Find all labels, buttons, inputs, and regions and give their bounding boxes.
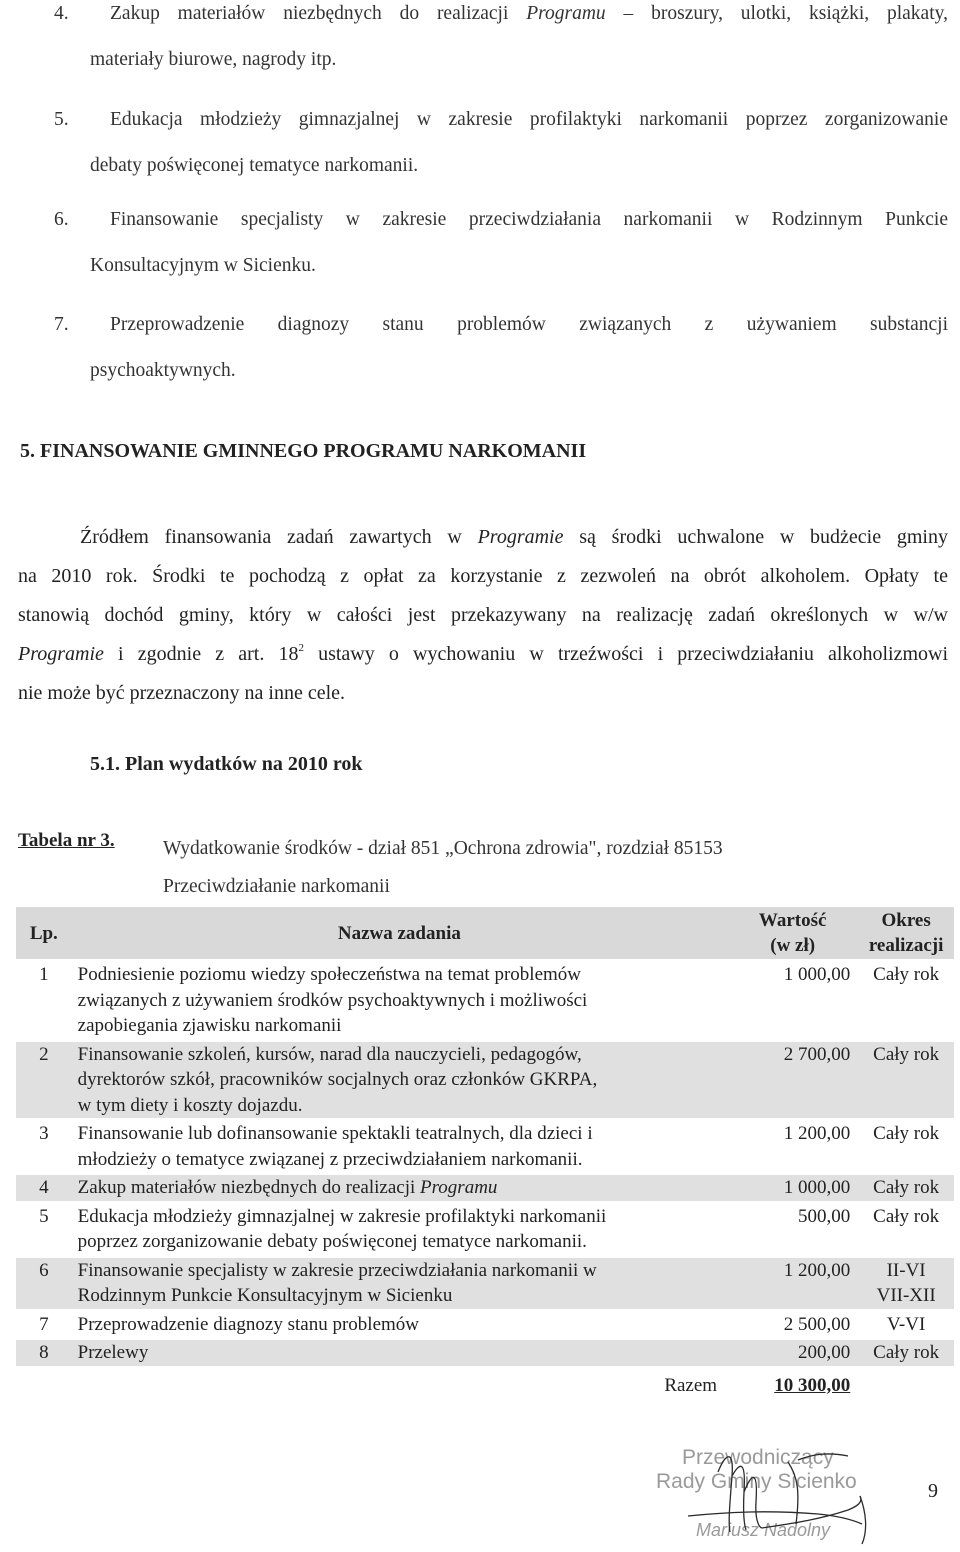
row-period: Cały rok bbox=[858, 1202, 954, 1256]
list-line: Konsultacyjnym w Sicienku. bbox=[90, 255, 316, 276]
section-heading: 5. FINANSOWANIE GMINNEGO PROGRAMU NARKOMANII bbox=[20, 440, 587, 462]
list-line: materiały biurowe, nagrody itp. bbox=[90, 49, 337, 70]
row-number: 8 bbox=[16, 1339, 72, 1368]
stamp-line-title: Przewodniczący bbox=[682, 1446, 834, 1469]
row-task: Zakup materiałów niezbędnych do realizacji Programu bbox=[72, 1174, 727, 1203]
total-label: Razem bbox=[72, 1367, 727, 1403]
row-period: Cały rok bbox=[858, 1339, 954, 1368]
row-value: 1 200,00 bbox=[727, 1120, 858, 1174]
row-period: II-VI VII-XII bbox=[858, 1256, 954, 1310]
row-task: Podniesienie poziomu wiedzy społeczeństwa na temat problemów związanych z używaniem środków psychoaktywnych i możliwości zapobiegania zjawisku narkomanii bbox=[72, 961, 727, 1041]
table-row bbox=[16, 1120, 954, 1174]
row-number: 2 bbox=[16, 1040, 72, 1120]
list-number: 4. bbox=[54, 3, 69, 24]
table-row bbox=[16, 1040, 954, 1120]
list-line: Edukacja młodzieży gimnazjalnej w zakresie profilaktyki narkomanii poprzez zorganizowanie bbox=[110, 109, 948, 130]
list-number: 7. bbox=[54, 314, 69, 335]
table-row bbox=[16, 1174, 954, 1203]
list-line: debaty poświęconej tematyce narkomanii. bbox=[90, 155, 419, 176]
row-value: 2 500,00 bbox=[727, 1310, 858, 1339]
header-value: Wartość (w zł) bbox=[727, 907, 858, 961]
row-value: 1 200,00 bbox=[727, 1256, 858, 1310]
header-period: Okres realizacji bbox=[858, 907, 954, 961]
row-task: Finansowanie szkoleń, kursów, narad dla nauczycieli, pedagogów, dyrektorów szkół, pracowników socjalnych oraz członków GKRPA, w tym diety i koszty dojazdu. bbox=[72, 1040, 727, 1120]
header-task-name: Nazwa zadania bbox=[72, 907, 727, 961]
total-value: 10 300,00 bbox=[727, 1367, 858, 1403]
row-number: 7 bbox=[16, 1310, 72, 1339]
table-row bbox=[16, 1202, 954, 1256]
paragraph-line: stanowią dochód gminy, który w całości jest przekazywany na realizację zadań określonych w w/w bbox=[18, 604, 948, 626]
row-number: 4 bbox=[16, 1174, 72, 1203]
subsection-heading: 5.1. Plan wydatków na 2010 rok bbox=[90, 753, 363, 775]
table-row bbox=[16, 1339, 954, 1368]
row-value: 500,00 bbox=[727, 1202, 858, 1256]
financing-paragraph bbox=[18, 518, 948, 713]
table-row bbox=[16, 1310, 954, 1339]
row-value: 2 700,00 bbox=[727, 1040, 858, 1120]
list-number: 6. bbox=[54, 209, 69, 230]
row-value: 1 000,00 bbox=[727, 1174, 858, 1203]
table-row bbox=[16, 961, 954, 1041]
list-line: Zakup materiałów niezbędnych do realizacji Programu – broszury, ulotki, książki, plakaty, bbox=[110, 3, 948, 24]
row-period: Cały rok bbox=[858, 1120, 954, 1174]
table-row bbox=[16, 1256, 954, 1310]
table-label: Tabela nr 3. bbox=[18, 830, 115, 851]
row-number: 6 bbox=[16, 1256, 72, 1310]
list-line: Przeprowadzenie diagnozy stanu problemów związanych z używaniem substancji bbox=[110, 314, 948, 335]
row-task: Edukacja młodzieży gimnazjalnej w zakresie profilaktyki narkomanii poprzez zorganizowanie debaty poświęconej tematyce narkomanii. bbox=[72, 1202, 727, 1256]
stamp-line-council: Rady Gminy Sicienko bbox=[656, 1470, 857, 1493]
table-total-row bbox=[16, 1367, 954, 1403]
paragraph-line: na 2010 rok. Środki te pochodzą z opłat za korzystanie z zezwoleń na obrót alkoholem. Opłaty te bbox=[18, 565, 948, 587]
header-lp: Lp. bbox=[16, 907, 72, 961]
paragraph-line: Programie i zgodnie z art. $18^2$ ustawy o wychowaniu w trzeźwości i przeciwdziałaniu alkoholizmowi bbox=[18, 642, 948, 665]
table-caption bbox=[163, 830, 723, 906]
caption-line: Wydatkowanie środków - dział 851 „Ochrona zdrowia", rozdział 85153 bbox=[163, 838, 723, 859]
row-period: Cały rok bbox=[858, 1040, 954, 1120]
row-task: Finansowanie lub dofinansowanie spektakli teatralnych, dla dzieci i młodzieży o tematyce związanej z przeciwdziałaniem narkomanii. bbox=[72, 1120, 727, 1174]
signature-stamp bbox=[648, 1432, 898, 1547]
row-value: 200,00 bbox=[727, 1339, 858, 1368]
row-period: V-VI bbox=[858, 1310, 954, 1339]
row-number: 3 bbox=[16, 1120, 72, 1174]
row-number: 1 bbox=[16, 961, 72, 1041]
paragraph-line: nie może być przeznaczony na inne cele. bbox=[18, 682, 346, 704]
row-task: Przeprowadzenie diagnozy stanu problemów bbox=[72, 1310, 727, 1339]
page-number: 9 bbox=[928, 1480, 938, 1502]
stamp-line-name: Mariusz Nadolny bbox=[696, 1520, 831, 1540]
caption-line: Przeciwdziałanie narkomanii bbox=[163, 876, 390, 897]
list-line: psychoaktywnych. bbox=[90, 360, 236, 381]
row-task: Przelewy bbox=[72, 1339, 727, 1368]
row-number: 5 bbox=[16, 1202, 72, 1256]
row-task: Finansowanie specjalisty w zakresie przeciwdziałania narkomanii w Rodzinnym Punkcie Konsultacyjnym w Sicienku bbox=[72, 1256, 727, 1310]
paragraph-line: Źródłem finansowania zadań zawartych w Programie są środki uchwalone w budżecie gminy bbox=[80, 526, 948, 548]
list-number: 5. bbox=[54, 109, 69, 130]
list-line: Finansowanie specjalisty w zakresie przeciwdziałania narkomanii w Rodzinnym Punkcie bbox=[110, 209, 948, 230]
row-period: Cały rok bbox=[858, 961, 954, 1041]
expenditure-table bbox=[16, 907, 954, 1403]
table-header-row bbox=[16, 907, 954, 961]
row-period: Cały rok bbox=[858, 1174, 954, 1203]
row-value: 1 000,00 bbox=[727, 961, 858, 1041]
